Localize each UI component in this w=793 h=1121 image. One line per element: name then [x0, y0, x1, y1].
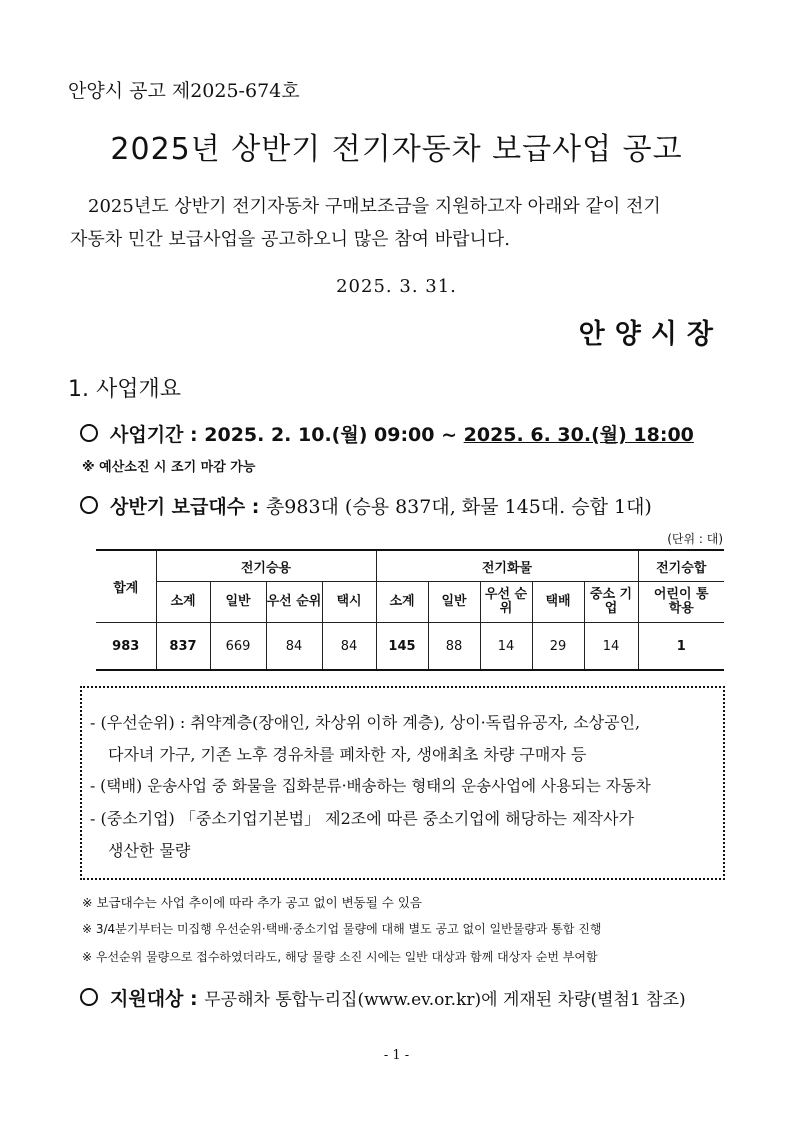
note-priority-cont: 다자녀 가구, 기존 노후 경유차를 폐차한 자, 생애최초 차량 구매자 등: [108, 745, 587, 764]
cell-truck-priority: 14: [480, 623, 532, 671]
period-start: 2025. 2. 10.(월) 09:00 ~: [204, 424, 464, 446]
circle-bullet-icon: [80, 496, 98, 514]
notice-number: 안양시 공고 제2025-674호: [68, 80, 300, 102]
circle-bullet-icon: [80, 988, 98, 1006]
support-target: [80, 984, 686, 1011]
supply-table: [96, 549, 724, 671]
signature: 안양시장: [578, 319, 723, 350]
cell-total: 983: [96, 623, 156, 671]
qty-value: 총983대 (승용 837대, 화물 145대. 승합 1대): [265, 496, 652, 518]
footnote-1: ※ 보급대수는 사업 추이에 따라 추가 공고 없이 변동될 수 있음: [82, 895, 423, 910]
page-number: - 1 -: [383, 1048, 410, 1063]
col-truck-sme: 중소 기업: [584, 582, 638, 623]
page-title: 2025년 상반기 전기자동차 보급사업 공고: [110, 132, 683, 167]
col-truck-subtotal: 소계: [376, 582, 428, 623]
cell-truck-delivery: 29: [532, 623, 584, 671]
col-van-child: 어린이 통학용: [638, 582, 724, 623]
header-ev-van: 전기승합: [638, 550, 724, 582]
footnote-2: ※ 3/4분기부터는 미집행 우선순위·택배·중소기업 물량에 대해 별도 공고 없이 일반물량과 통합 진행: [82, 922, 602, 936]
note-priority: - (우선순위) : 취약계층(장애인, 차상위 이하 계층), 상이·독립유공자, 소상공인,: [90, 713, 641, 732]
col-truck-general: 일반: [428, 582, 480, 623]
note-delivery: - (택배) 운송사업 중 화물을 집화분류·배송하는 형태의 운송사업에 사용되는 자동차: [90, 777, 651, 795]
intro-paragraph: [70, 190, 730, 256]
note-sme: - (중소기업) 「중소기업기본법」 제2조에 따른 중소기업에 해당하는 제작사가: [90, 809, 634, 828]
unit-label: (단위 : 대): [667, 532, 723, 546]
period-note: ※ 예산소진 시 조기 마감 가능: [82, 460, 256, 475]
qty-label: 상반기 보급대수 :: [110, 496, 266, 518]
intro-line-1: 2025년도 상반기 전기자동차 구매보조금을 지원하고자 아래와 같이 전기: [88, 196, 661, 217]
cell-car-subtotal: 837: [156, 623, 210, 671]
circle-bullet-icon: [80, 424, 98, 442]
col-car-priority: 우선 순위: [266, 582, 322, 623]
header-total: 합계: [96, 550, 156, 623]
supply-quantity: [80, 492, 652, 519]
definitions-box: [80, 686, 725, 880]
target-label: 지원대상 :: [110, 988, 205, 1010]
cell-car-priority: 84: [266, 623, 322, 671]
note-sme-cont: 생산한 물량: [108, 841, 191, 860]
cell-van-child: 1: [638, 623, 724, 671]
intro-line-2: 자동차 민간 보급사업을 공고하오니 많은 참여 바랍니다.: [70, 229, 510, 250]
footnote-3: ※ 우선순위 물량으로 접수하였더라도, 해당 물량 소진 시에는 일반 대상과 함께 대상자 순번 부여함: [82, 950, 598, 964]
col-car-subtotal: 소계: [156, 582, 210, 623]
cell-truck-general: 88: [428, 623, 480, 671]
col-car-taxi: 택시: [322, 582, 376, 623]
cell-truck-subtotal: 145: [376, 623, 428, 671]
section-heading: 1. 사업개요: [68, 377, 181, 402]
cell-car-general: 669: [210, 623, 266, 671]
target-value: 무공해차 통합누리집(www.ev.or.kr)에 게재된 차량(별첨1 참조): [204, 990, 686, 1010]
col-truck-delivery: 택배: [532, 582, 584, 623]
header-ev-truck: 전기화물: [376, 550, 638, 582]
col-truck-priority: 우선 순위: [480, 582, 532, 623]
col-car-general: 일반: [210, 582, 266, 623]
header-ev-car: 전기승용: [156, 550, 376, 582]
period-end: 2025. 6. 30.(월) 18:00: [463, 424, 694, 446]
cell-truck-sme: 14: [584, 623, 638, 671]
period-label: 사업기간 :: [110, 424, 205, 446]
cell-car-taxi: 84: [322, 623, 376, 671]
project-period: [80, 420, 694, 447]
notice-date: 2025. 3. 31.: [336, 276, 457, 297]
